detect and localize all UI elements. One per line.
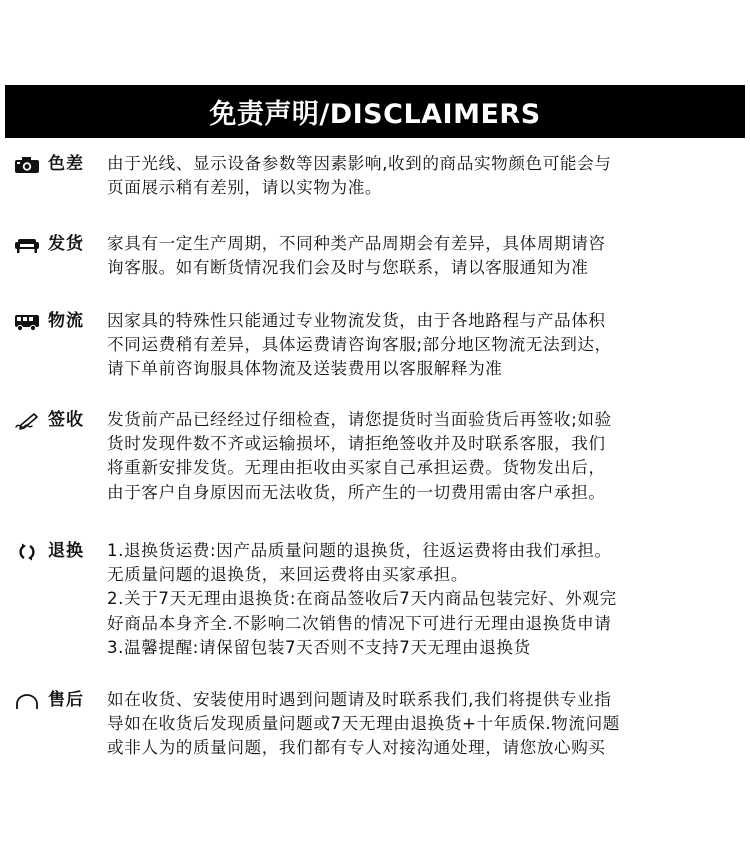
exchange-icon [13,542,41,562]
section-text-line: 好商品本身齐全.不影响二次销售的情况下可进行无理由退换货申请 [107,613,612,633]
section-text-line: 请下单前咨询服具体物流及送装费用以客服解释为准 [107,359,503,379]
section-text-line: 因家具的特殊性只能通过专业物流发货，由于各地路程与产品体积 [107,311,606,330]
pen-sign-icon [13,412,41,432]
section-text-line: 2.关于7天无理由退换货:在商品签收后7天内商品包装完好、外观完 [107,589,617,609]
section-text-line: 3.温馨提醒:请保留包装7天否则不支持7天无理由退换货 [107,637,531,657]
camera-icon [13,155,41,175]
section-text-line: 1.退换货运费:因产品质量问题的退换货，往返运费将由我们承担。 [107,541,612,560]
section-text-line: 由于光线、显示设备参数等因素影响,收到的商品实物颜色可能会与 [107,154,612,173]
section-label: 发货 [48,234,84,254]
section-text-line: 不同运费稍有差异，具体运费请咨询客服;部分地区物流无法到达， [107,335,612,355]
section-text-line: 如在收货、安装使用时遇到问题请及时联系我们,我们将提供专业指 [107,690,612,709]
section-text-line: 导如在收货后发现质量问题或7天无理由退换货+十年质保.物流问题 [107,714,620,734]
section-text-line: 发货前产品已经经过仔细检查，请您提货时当面验货后再签收;如验 [107,410,612,429]
truck-icon [13,312,41,332]
disclaimer-banner [5,85,745,138]
section-text-line: 无质量问题的退换货，来回运费将由买家承担。 [107,565,469,585]
headset-icon [13,692,41,712]
section-text-line: 货时发现件数不齐或运输损坏，请拒绝签收并及时联系客服，我们 [107,434,606,454]
section-label: 色差 [48,154,84,174]
section-text-line: 或非人为的质量问题，我们都有专人对接沟通处理，请您放心购买 [107,738,606,758]
section-text-line: 询客服。如有断货情况我们会及时与您联系，请以客服通知为准 [107,258,589,278]
section-text-line: 家具有一定生产周期，不同种类产品周期会有差异，具体周期请咨 [107,234,606,253]
section-label: 售后 [48,690,84,710]
section-text-line: 将重新安排发货。无理由拒收由买家自己承担运费。货物发出后， [107,458,606,478]
section-label: 签收 [48,410,84,430]
section-label: 物流 [48,311,84,331]
sofa-icon [13,235,41,255]
page-title: 免责声明/DISCLAIMERS [209,99,541,130]
section-text-line: 页面展示稍有差别，请以实物为准。 [107,178,383,198]
section-text-line: 由于客户自身原因而无法收货，所产生的一切费用需由客户承担。 [107,482,606,502]
section-label: 退换 [48,541,84,561]
